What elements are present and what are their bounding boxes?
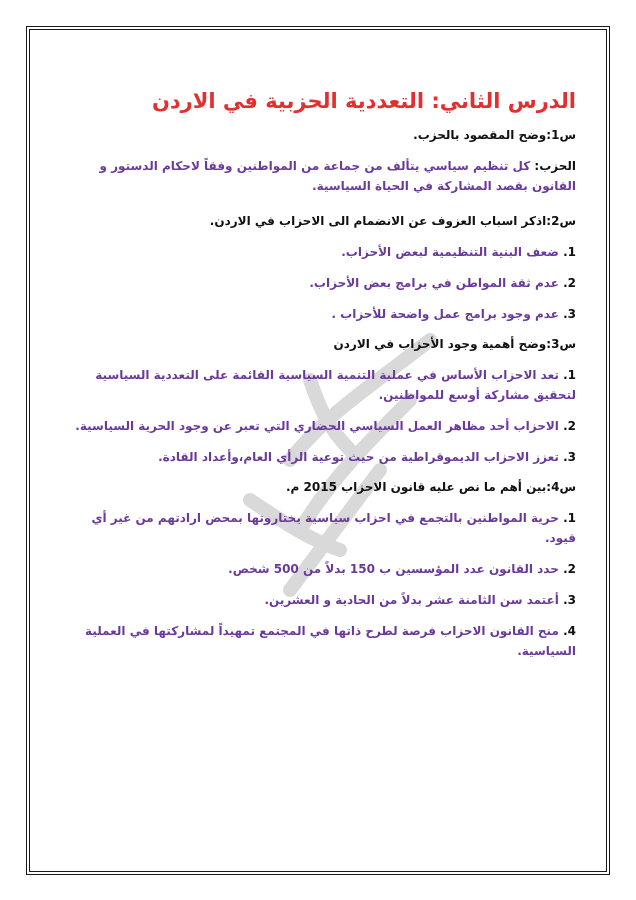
list-item: 2. عدم ثقة المواطن في برامج بعض الأحزاب.	[309, 276, 576, 290]
answer-1-text: كل تنظيم سياسي يتألف من جماعة من المواطنين وفقاً لاحكام الدستور و القانون بقصد المشاركة في الحياة السياسية.	[99, 159, 576, 193]
lesson-content	[60, 86, 576, 672]
question-2-label: س2:	[546, 214, 576, 228]
list-item: 4. منح القانون الاحزاب فرصة لطرح ذاتها في المجتمع تمهيداً لمشاركتها في العملية السياسية.	[85, 624, 576, 658]
question-4	[60, 478, 576, 496]
lesson-title: الدرس الثاني: التعددية الحزبية في الاردن	[151, 89, 576, 113]
question-3-label: س3:	[546, 337, 576, 351]
answer-1	[60, 156, 576, 196]
list-item: 1. ضعف البنية التنظيمية لبعض الأحزاب.	[341, 245, 576, 259]
question-4-text: بين أهم ما نص عليه قانون الاحزاب 2015 م.	[285, 480, 547, 494]
answer-1-label: الحزب:	[534, 159, 576, 173]
list-item: 3. عدم وجود برامج عمل واضحة للأحزاب .	[331, 307, 576, 321]
list-item: 1. حرية المواطنين بالتجمع في احزاب سياسية يختاروتها بمحض ارادتهم من غير أي قيود.	[91, 511, 576, 545]
list-item: 2. حدد القانون عدد المؤسسين ب 150 بدلاً من 500 شخص.	[228, 562, 576, 576]
question-1-label: س1:	[546, 128, 576, 142]
question-3	[60, 335, 576, 353]
question-2	[60, 212, 576, 230]
question-3-text: وضح أهمية وجود الأحزاب في الاردن	[333, 337, 547, 351]
question-1	[60, 126, 576, 144]
question-4-label: س4:	[546, 480, 576, 494]
list-item: 3. أعتمد سن الثامنة عشر بدلاً من الحادية و العشرين.	[264, 593, 576, 607]
question-1-text: وضح المقصود بالحزب.	[413, 128, 547, 142]
list-item: 1. تعد الاحزاب الأساس في عملية التنمية السياسية القائمة على التعددية السياسية لتحقيق مشاركة أوسع للمواطنين.	[95, 368, 576, 402]
list-item: 3. تعزز الاحزاب الديموقراطية من حيث توعية الرأي العام،وأعداد القادة.	[158, 450, 576, 464]
question-2-text: اذكر اسباب العزوف عن الانضمام الى الاحزاب في الاردن.	[209, 214, 547, 228]
list-item: 2. الاحزاب أحد مظاهر العمل السياسي الحضاري التي تعبر عن وجود الحرية السياسية.	[75, 419, 576, 433]
